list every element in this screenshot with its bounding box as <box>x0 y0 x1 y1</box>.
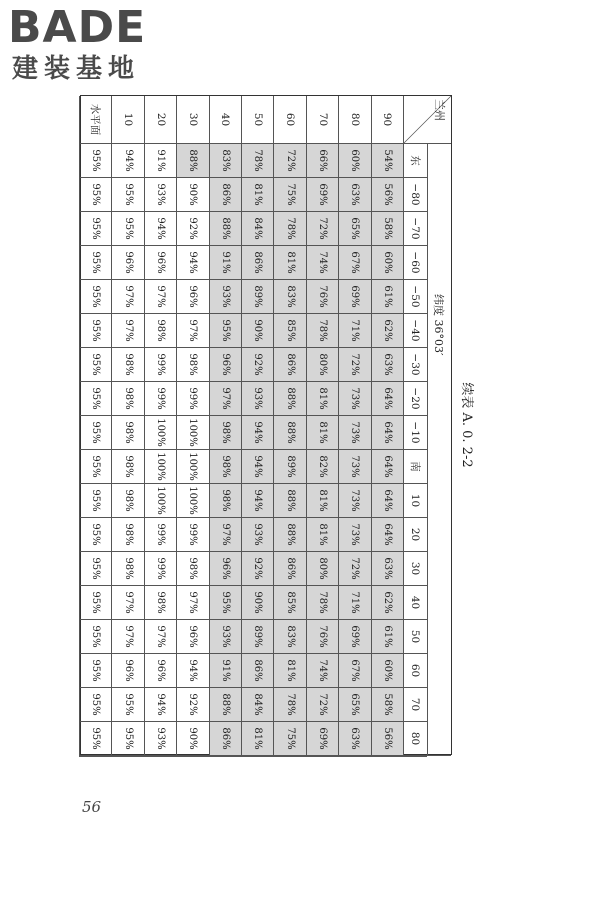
table-cell: 97% <box>111 280 143 314</box>
table-cell: 97% <box>111 620 143 654</box>
table-cell: 95% <box>79 722 111 756</box>
table-cell: 90% <box>176 722 208 756</box>
table-cell: 64% <box>371 450 403 484</box>
table-cell: 72% <box>338 348 370 382</box>
table-cell: 95% <box>111 688 143 722</box>
table-cell: 80% <box>306 348 338 382</box>
table-cell: 99% <box>144 382 176 416</box>
table-cell: 98% <box>111 348 143 382</box>
table-cell: 100% <box>176 484 208 518</box>
table-cell: 100% <box>144 416 176 450</box>
table-cell: 88% <box>273 416 305 450</box>
table-cell: 89% <box>241 620 273 654</box>
row-label: 80 <box>338 96 370 144</box>
table-cell: 71% <box>338 586 370 620</box>
table-cell: 95% <box>79 518 111 552</box>
table-cell: 75% <box>273 722 305 756</box>
table-cell: 97% <box>176 586 208 620</box>
table-cell <box>79 756 111 757</box>
table-cell: 98% <box>111 484 143 518</box>
table-cell: 96% <box>111 246 143 280</box>
table-cell: 98% <box>209 416 241 450</box>
table-cell: 64% <box>371 518 403 552</box>
table-cell: 69% <box>338 280 370 314</box>
table-cell: 54% <box>371 144 403 178</box>
table-cell: 60% <box>371 246 403 280</box>
table-cell: 67% <box>338 654 370 688</box>
table-cell: 92% <box>176 688 208 722</box>
table-cell: 96% <box>111 654 143 688</box>
row-label: 50 <box>241 96 273 144</box>
table-cell: 96% <box>176 280 208 314</box>
table-cell: 62% <box>371 586 403 620</box>
row-label: 10 <box>111 96 143 144</box>
table-cell: 64% <box>371 484 403 518</box>
column-header: −20 <box>403 382 427 416</box>
table-cell: 98% <box>111 552 143 586</box>
table-cell: 72% <box>338 552 370 586</box>
column-header: 80 <box>403 722 427 756</box>
table-cell: 99% <box>144 518 176 552</box>
table-cell: 91% <box>209 246 241 280</box>
table-cell: 71% <box>338 314 370 348</box>
table-cell: 60% <box>371 654 403 688</box>
table-cell: 76% <box>306 280 338 314</box>
column-header: 南 <box>403 450 427 484</box>
table-cell: 94% <box>144 688 176 722</box>
column-header <box>403 756 427 757</box>
table-cell: 73% <box>338 450 370 484</box>
table-cell: 97% <box>176 314 208 348</box>
column-header: −80 <box>403 178 427 212</box>
table-cell: 86% <box>273 348 305 382</box>
table-cell: 95% <box>79 144 111 178</box>
table-cell: 81% <box>306 484 338 518</box>
table-cell: 92% <box>241 552 273 586</box>
table-cell <box>241 756 273 757</box>
table-cell: 75% <box>273 178 305 212</box>
table-cell: 86% <box>273 552 305 586</box>
table-cell: 98% <box>111 382 143 416</box>
column-header: 东 <box>403 144 427 178</box>
table-cell: 98% <box>144 586 176 620</box>
table-cell: 93% <box>144 178 176 212</box>
table-cell: 97% <box>144 620 176 654</box>
table-cell <box>273 756 305 757</box>
table-cell: 63% <box>371 348 403 382</box>
column-header: 40 <box>403 586 427 620</box>
table-cell: 96% <box>176 620 208 654</box>
table-cell: 81% <box>273 654 305 688</box>
table-cell: 95% <box>79 484 111 518</box>
table-cell: 85% <box>273 314 305 348</box>
table-cell: 98% <box>111 416 143 450</box>
table-cell: 83% <box>209 144 241 178</box>
table-cell: 62% <box>371 314 403 348</box>
table-cell: 96% <box>144 246 176 280</box>
table-cell <box>306 756 338 757</box>
table-cell: 95% <box>79 348 111 382</box>
table-cell: 65% <box>338 212 370 246</box>
table-cell: 86% <box>241 246 273 280</box>
table-cell: 67% <box>338 246 370 280</box>
table-cell: 99% <box>144 348 176 382</box>
table-cell: 81% <box>241 178 273 212</box>
table-cell: 99% <box>176 382 208 416</box>
table-cell: 88% <box>209 688 241 722</box>
table-cell: 95% <box>111 212 143 246</box>
table-cell: 63% <box>371 552 403 586</box>
table-cell: 95% <box>79 382 111 416</box>
table-cell: 58% <box>371 212 403 246</box>
table-cell: 100% <box>144 484 176 518</box>
table-cell: 86% <box>241 654 273 688</box>
table-cell: 98% <box>111 518 143 552</box>
table-cell: 86% <box>209 178 241 212</box>
column-header: 30 <box>403 552 427 586</box>
table-cell: 95% <box>79 654 111 688</box>
table-cell: 63% <box>338 722 370 756</box>
table-cell: 100% <box>144 450 176 484</box>
column-header: −60 <box>403 246 427 280</box>
table-cell: 64% <box>371 382 403 416</box>
row-label: 30 <box>176 96 208 144</box>
table-cell: 78% <box>273 212 305 246</box>
table-cell: 73% <box>338 382 370 416</box>
table-cell: 58% <box>371 688 403 722</box>
table-cell: 95% <box>79 586 111 620</box>
table-cell: 94% <box>241 484 273 518</box>
table-cell: 78% <box>306 314 338 348</box>
table-cell: 91% <box>209 654 241 688</box>
table-cell: 84% <box>241 212 273 246</box>
table-cell: 94% <box>111 144 143 178</box>
table-cell: 90% <box>176 178 208 212</box>
row-label: 70 <box>306 96 338 144</box>
table-cell: 56% <box>371 722 403 756</box>
table-cell: 95% <box>79 212 111 246</box>
table-cell: 82% <box>306 450 338 484</box>
table-cell: 78% <box>306 586 338 620</box>
table-cell: 78% <box>273 688 305 722</box>
table-cell: 73% <box>338 484 370 518</box>
table-cell: 94% <box>241 416 273 450</box>
table-cell: 61% <box>371 620 403 654</box>
city-label: 兰州 <box>433 99 446 121</box>
table-cell: 97% <box>209 382 241 416</box>
table-cell: 97% <box>111 314 143 348</box>
table-cell: 95% <box>209 314 241 348</box>
table-cell: 69% <box>306 178 338 212</box>
table-title: 续表 A. 0. 2-2 <box>459 382 474 468</box>
table-cell: 97% <box>209 518 241 552</box>
column-header: −10 <box>403 416 427 450</box>
row-label: 水平面 <box>79 96 111 144</box>
table-cell: 83% <box>273 620 305 654</box>
data-table <box>80 95 452 755</box>
table-cell: 95% <box>79 620 111 654</box>
rotated-table-block <box>80 95 480 755</box>
table-cell: 66% <box>306 144 338 178</box>
table-cell: 63% <box>338 178 370 212</box>
row-label: 60 <box>273 96 305 144</box>
table-cell: 98% <box>176 552 208 586</box>
table-cell: 73% <box>338 416 370 450</box>
table-cell: 97% <box>144 280 176 314</box>
table-cell: 95% <box>111 722 143 756</box>
latitude-label: 纬度 36°03′ <box>427 144 451 756</box>
table-cell: 96% <box>209 348 241 382</box>
table-cell: 98% <box>144 314 176 348</box>
table-cell: 93% <box>241 518 273 552</box>
column-header: −50 <box>403 280 427 314</box>
table-cell: 95% <box>79 178 111 212</box>
table-cell: 60% <box>338 144 370 178</box>
table-cell <box>338 756 370 757</box>
table-cell: 95% <box>79 450 111 484</box>
table-cell: 72% <box>306 688 338 722</box>
column-header: −30 <box>403 348 427 382</box>
table-cell <box>111 756 143 757</box>
table-cell: 69% <box>306 722 338 756</box>
table-cell: 91% <box>144 144 176 178</box>
column-header: 50 <box>403 620 427 654</box>
table-cell: 76% <box>306 620 338 654</box>
column-header: −40 <box>403 314 427 348</box>
table-cell: 88% <box>209 212 241 246</box>
table-cell: 95% <box>209 586 241 620</box>
table-cell: 94% <box>144 212 176 246</box>
table-cell: 69% <box>338 620 370 654</box>
table-cell: 98% <box>209 450 241 484</box>
table-cell: 81% <box>306 416 338 450</box>
logo-brand: BADE <box>8 2 147 53</box>
table-cell: 88% <box>273 382 305 416</box>
table-cell: 90% <box>241 586 273 620</box>
table-cell: 95% <box>79 246 111 280</box>
bade-logo <box>8 2 178 88</box>
table-cell: 86% <box>209 722 241 756</box>
table-cell: 92% <box>241 348 273 382</box>
table-cell: 61% <box>371 280 403 314</box>
table-cell: 73% <box>338 518 370 552</box>
column-header: −70 <box>403 212 427 246</box>
table-cell: 64% <box>371 416 403 450</box>
table-cell: 81% <box>306 382 338 416</box>
table-cell: 81% <box>306 518 338 552</box>
table-cell: 97% <box>111 586 143 620</box>
table-cell: 88% <box>273 484 305 518</box>
table-cell: 99% <box>176 518 208 552</box>
table-cell: 80% <box>306 552 338 586</box>
table-cell: 74% <box>306 246 338 280</box>
logo-subtitle: 建装基地 <box>12 54 141 84</box>
table-cell: 95% <box>79 416 111 450</box>
table-cell <box>144 756 176 757</box>
column-header: 70 <box>403 688 427 722</box>
column-header: 20 <box>403 518 427 552</box>
table-cell: 90% <box>241 314 273 348</box>
table-cell: 84% <box>241 688 273 722</box>
column-header: 10 <box>403 484 427 518</box>
table-cell: 56% <box>371 178 403 212</box>
table-cell: 95% <box>79 688 111 722</box>
table-cell <box>371 756 403 757</box>
table-cell: 95% <box>79 314 111 348</box>
row-label: 90 <box>371 96 403 144</box>
table-cell: 99% <box>144 552 176 586</box>
table-cell: 78% <box>241 144 273 178</box>
table-cell: 93% <box>144 722 176 756</box>
table-cell: 94% <box>241 450 273 484</box>
table-cell: 81% <box>273 246 305 280</box>
table-cell: 95% <box>111 178 143 212</box>
table-cell: 96% <box>209 552 241 586</box>
table-cell: 94% <box>176 246 208 280</box>
table-cell <box>209 756 241 757</box>
table-cell: 95% <box>79 280 111 314</box>
table-cell: 95% <box>79 552 111 586</box>
table-cell: 98% <box>111 450 143 484</box>
table-cell: 72% <box>306 212 338 246</box>
table-cell: 81% <box>241 722 273 756</box>
table-cell: 94% <box>176 654 208 688</box>
table-cell: 74% <box>306 654 338 688</box>
table-cell: 93% <box>209 280 241 314</box>
table-cell: 98% <box>209 484 241 518</box>
table-cell: 89% <box>241 280 273 314</box>
table-cell: 88% <box>273 518 305 552</box>
table-corner-cell <box>403 96 451 144</box>
row-label: 40 <box>209 96 241 144</box>
table-cell: 83% <box>273 280 305 314</box>
row-label: 20 <box>144 96 176 144</box>
table-cell: 85% <box>273 586 305 620</box>
table-cell: 100% <box>176 450 208 484</box>
table-cell: 93% <box>209 620 241 654</box>
table-cell: 93% <box>241 382 273 416</box>
table-cell: 100% <box>176 416 208 450</box>
column-header: 60 <box>403 654 427 688</box>
page-number: 56 <box>82 798 102 816</box>
table-cell: 65% <box>338 688 370 722</box>
table-cell: 72% <box>273 144 305 178</box>
table-cell: 92% <box>176 212 208 246</box>
table-cell: 89% <box>273 450 305 484</box>
table-cell <box>176 756 208 757</box>
table-cell: 98% <box>176 348 208 382</box>
table-cell: 96% <box>144 654 176 688</box>
table-cell: 88% <box>176 144 208 178</box>
